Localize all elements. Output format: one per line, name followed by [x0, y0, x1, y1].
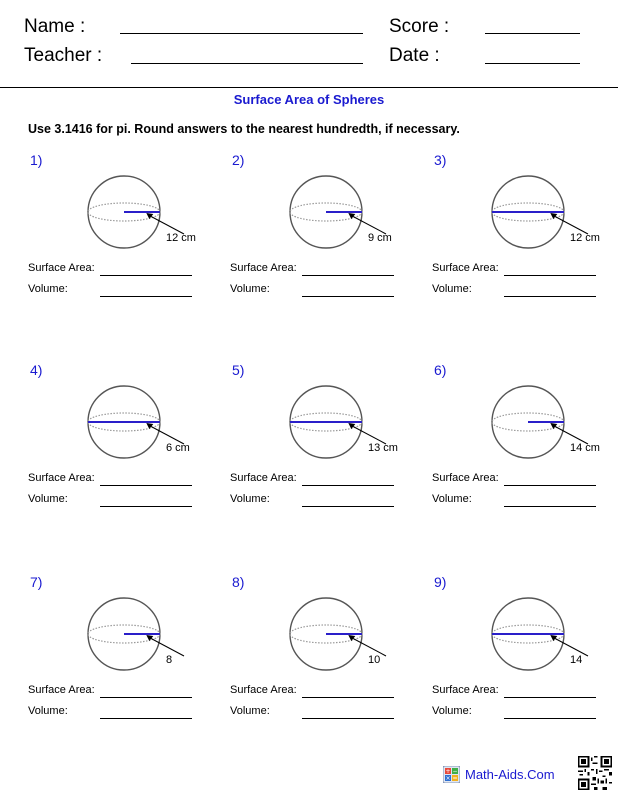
sphere-diagram [490, 592, 600, 686]
problem-4 [28, 362, 228, 552]
svg-text:×: × [445, 775, 451, 782]
instructions: Use 3.1416 for pi. Round answers to the nearest hundredth, if necessary. [28, 122, 460, 136]
problem-number: 8) [232, 574, 245, 590]
svg-text:+: + [445, 768, 451, 775]
measure-label: 14 [570, 654, 583, 666]
volume-label: Volume: [432, 283, 472, 295]
volume-answer-field[interactable] [100, 506, 192, 507]
volume-answer-field[interactable] [302, 296, 394, 297]
volume-label: Volume: [28, 493, 68, 505]
sphere-diagram [288, 170, 398, 264]
surface-area-answer-field[interactable] [504, 485, 596, 486]
teacher-field[interactable] [131, 63, 363, 64]
volume-label: Volume: [432, 493, 472, 505]
measure-label: 12 cm [570, 232, 600, 244]
sphere-diagram [86, 592, 196, 686]
surface-area-answer-field[interactable] [302, 697, 394, 698]
volume-answer-field[interactable] [504, 506, 596, 507]
measure-label: 13 cm [368, 442, 398, 454]
sphere-diagram [288, 380, 398, 474]
problem-6 [432, 362, 618, 552]
measure-label: 9 cm [368, 232, 392, 244]
header-divider [0, 87, 618, 88]
measure-label: 6 cm [166, 442, 190, 454]
sphere-diagram [490, 380, 600, 474]
problem-3 [432, 152, 618, 342]
surface-area-answer-field[interactable] [100, 275, 192, 276]
surface-area-label: Surface Area: [230, 472, 297, 484]
name-field[interactable] [120, 33, 363, 34]
surface-area-label: Surface Area: [230, 684, 297, 696]
problem-number: 7) [30, 574, 43, 590]
date-label: Date : [389, 45, 440, 66]
surface-area-label: Surface Area: [432, 684, 499, 696]
date-field[interactable] [485, 63, 580, 64]
problem-7 [28, 574, 228, 764]
volume-label: Volume: [432, 705, 472, 717]
problem-number: 2) [232, 152, 245, 168]
volume-label: Volume: [230, 705, 270, 717]
problem-2 [230, 152, 430, 342]
svg-text:−: − [452, 768, 458, 775]
volume-answer-field[interactable] [504, 718, 596, 719]
problem-number: 6) [434, 362, 447, 378]
surface-area-answer-field[interactable] [302, 485, 394, 486]
problem-number: 9) [434, 574, 447, 590]
problem-number: 3) [434, 152, 447, 168]
volume-answer-field[interactable] [302, 506, 394, 507]
volume-label: Volume: [28, 283, 68, 295]
qr-code-icon [578, 756, 612, 790]
volume-label: Volume: [230, 493, 270, 505]
calculator-icon [443, 766, 460, 783]
surface-area-label: Surface Area: [28, 684, 95, 696]
measure-label: 10 [368, 654, 381, 666]
worksheet-title: Surface Area of Spheres [233, 92, 385, 107]
surface-area-label: Surface Area: [28, 472, 95, 484]
problem-number: 4) [30, 362, 43, 378]
volume-label: Volume: [230, 283, 270, 295]
surface-area-label: Surface Area: [230, 262, 297, 274]
score-label: Score : [389, 16, 450, 37]
name-label: Name : [24, 16, 86, 37]
svg-text:=: = [452, 775, 458, 782]
problem-number: 1) [30, 152, 43, 168]
surface-area-answer-field[interactable] [504, 275, 596, 276]
brand-text[interactable]: Math-Aids.Com [465, 767, 555, 782]
teacher-label: Teacher : [24, 45, 103, 66]
surface-area-label: Surface Area: [28, 262, 95, 274]
sphere-diagram [490, 170, 600, 264]
surface-area-answer-field[interactable] [302, 275, 394, 276]
sphere-diagram [288, 592, 398, 686]
problem-5 [230, 362, 430, 552]
surface-area-label: Surface Area: [432, 262, 499, 274]
measure-label: 8 [166, 654, 173, 666]
surface-area-answer-field[interactable] [504, 697, 596, 698]
volume-label: Volume: [28, 705, 68, 717]
volume-answer-field[interactable] [302, 718, 394, 719]
sphere-diagram [86, 380, 196, 474]
problem-9 [432, 574, 618, 764]
volume-answer-field[interactable] [100, 296, 192, 297]
surface-area-answer-field[interactable] [100, 485, 192, 486]
problem-number: 5) [232, 362, 245, 378]
problem-1 [28, 152, 228, 342]
footer-brand[interactable] [443, 766, 555, 783]
score-field[interactable] [485, 33, 580, 34]
sphere-diagram [86, 170, 196, 264]
measure-label: 12 cm [166, 232, 196, 244]
volume-answer-field[interactable] [100, 718, 192, 719]
surface-area-label: Surface Area: [432, 472, 499, 484]
surface-area-answer-field[interactable] [100, 697, 192, 698]
problem-8 [230, 574, 430, 764]
volume-answer-field[interactable] [504, 296, 596, 297]
measure-label: 14 cm [570, 442, 600, 454]
